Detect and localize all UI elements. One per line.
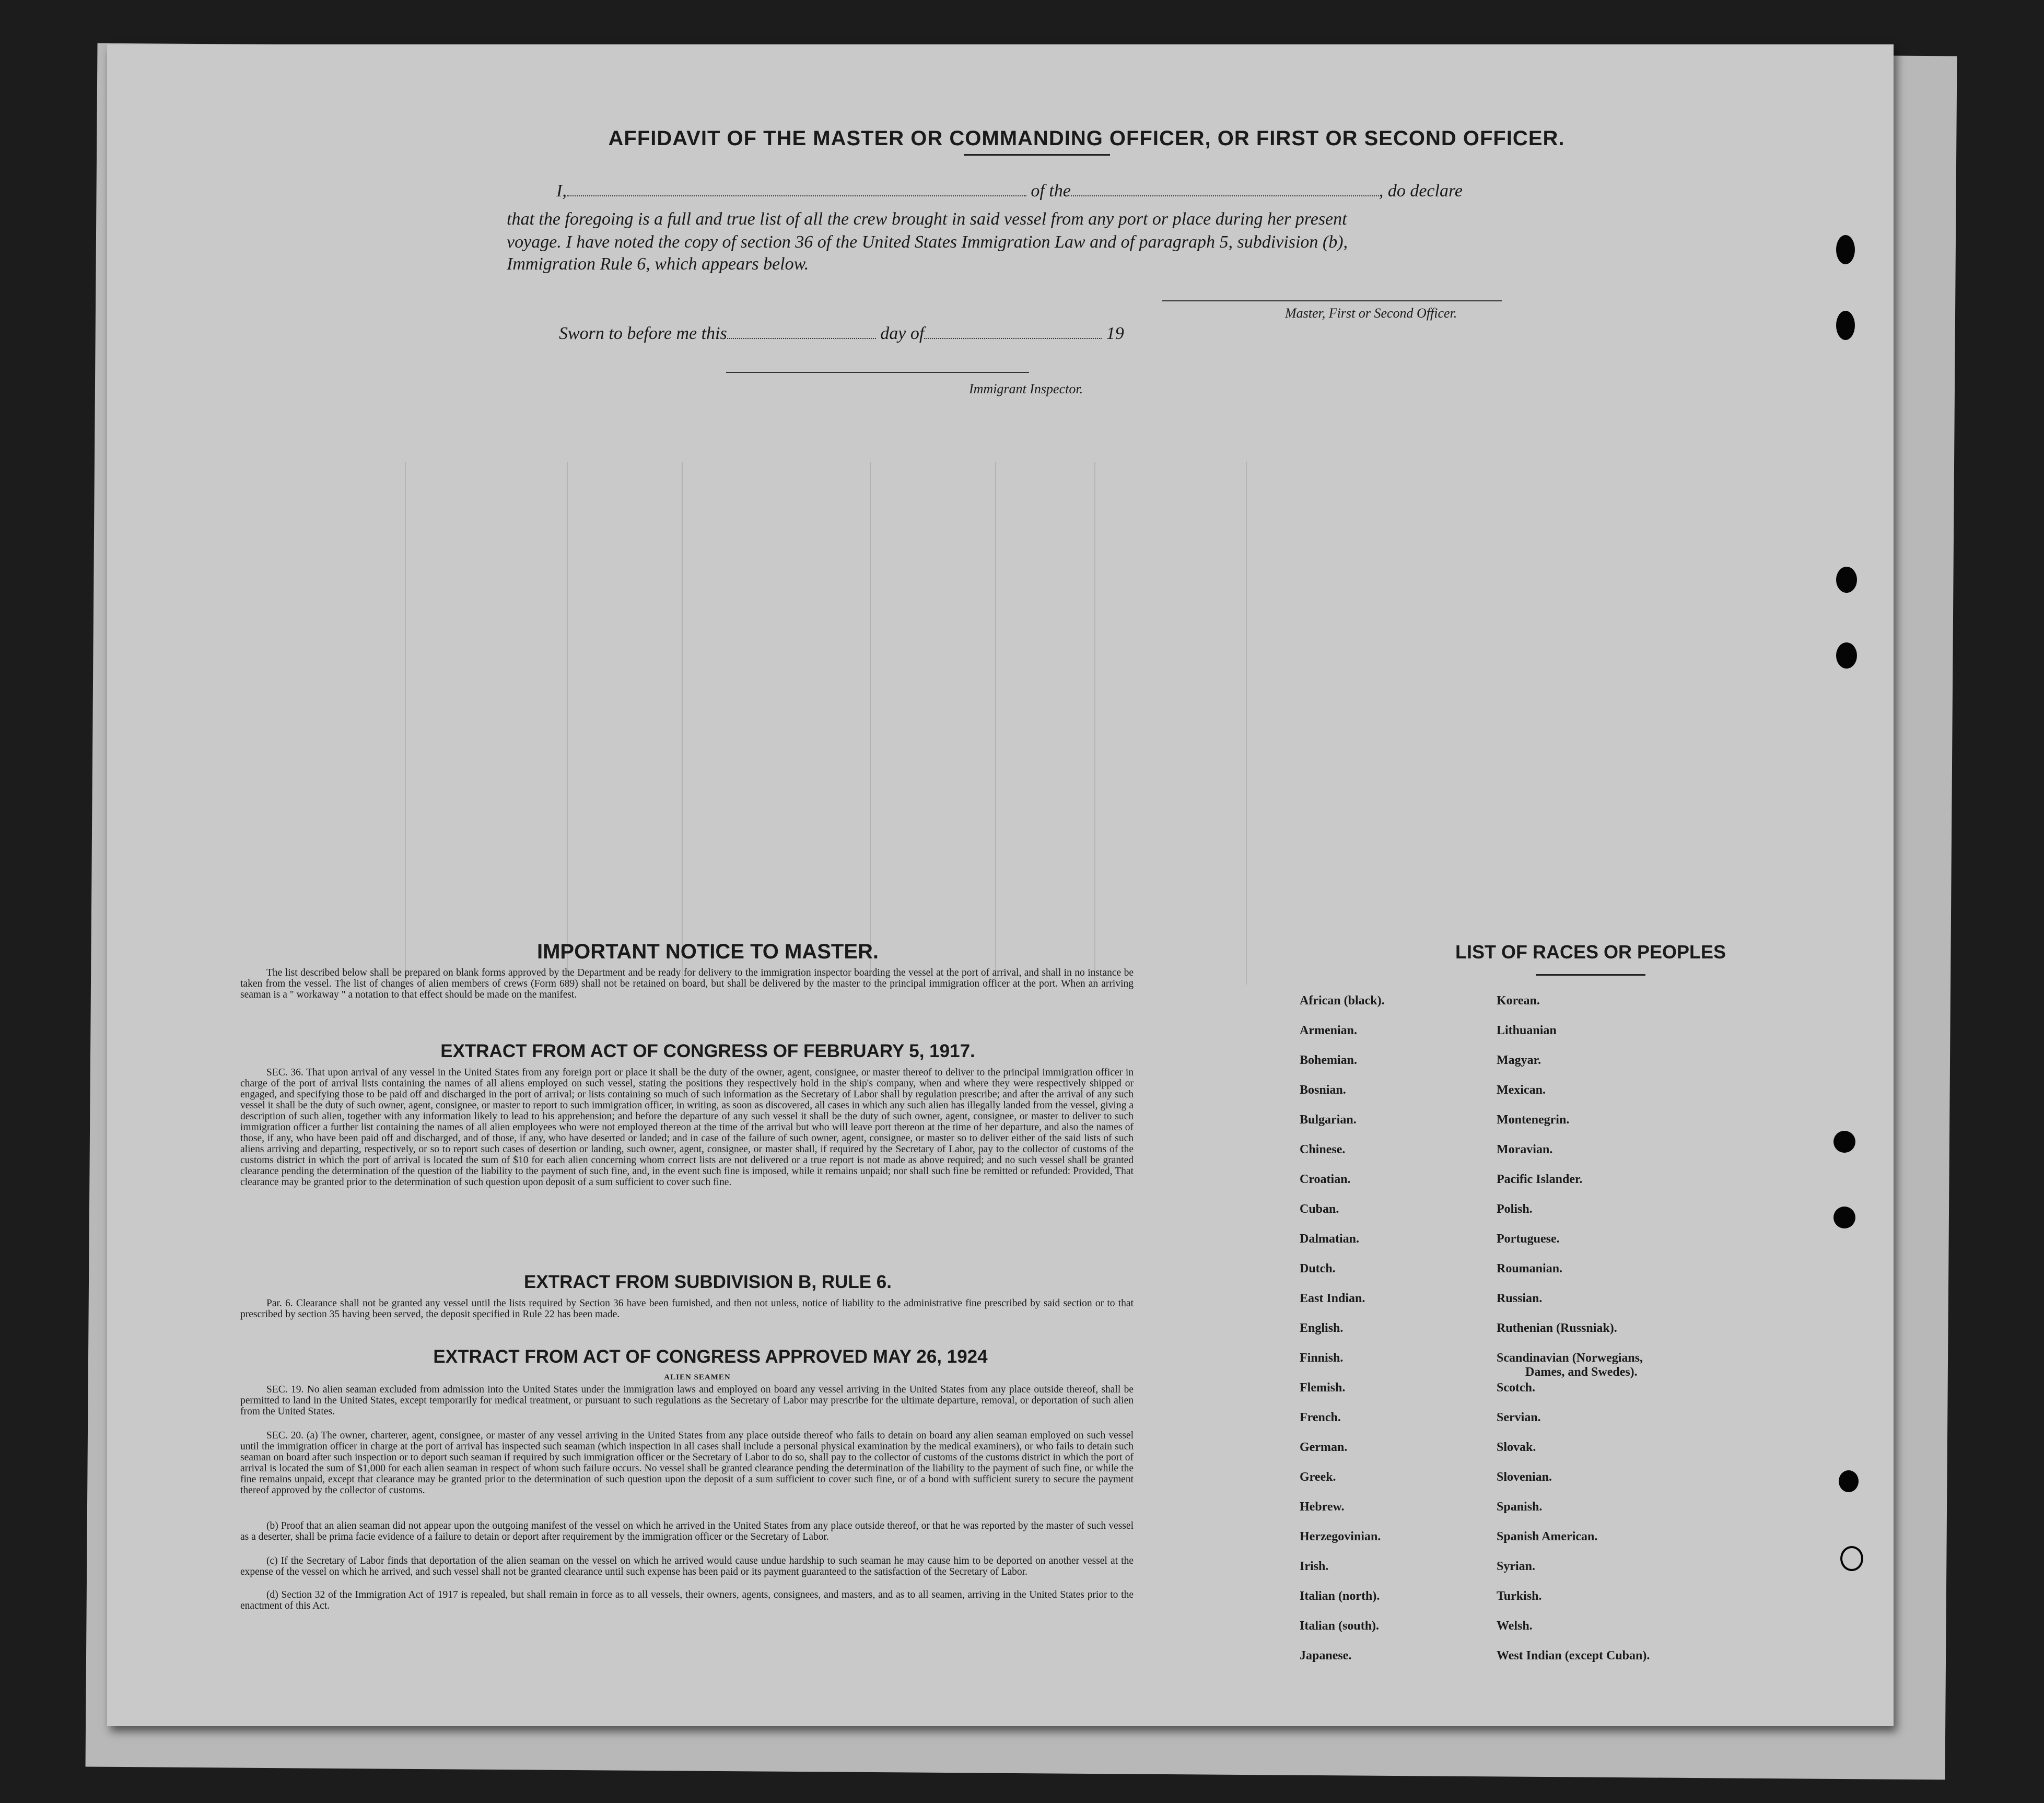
race-item: Dutch. [1300, 1262, 1336, 1275]
rule-6-text: Par. 6. Clearance shall not be granted any vessel until the lists required by Section 36 have been furnished, and then not unless, notice of liability to the administrative fine prescribed by said section or to that prescribed by section 35 having been served, the deposit specified in Rule 22 has been made. [240, 1298, 1134, 1320]
race-item: Bohemian. [1300, 1053, 1358, 1067]
race-item: Roumanian. [1497, 1262, 1563, 1275]
binder-hole [1836, 642, 1857, 669]
race-item: Magyar. [1497, 1053, 1541, 1067]
race-item: Servian. [1497, 1411, 1541, 1424]
race-item: Ruthenian (Russniak). [1497, 1321, 1617, 1335]
sworn-line [559, 324, 1124, 344]
race-item: Turkish. [1497, 1589, 1542, 1603]
race-item: Italian (south). [1300, 1619, 1380, 1633]
race-item: Hebrew. [1300, 1500, 1345, 1514]
race-item: Japanese. [1300, 1649, 1352, 1662]
race-item: Portuguese. [1497, 1232, 1560, 1246]
notice-title: IMPORTANT NOTICE TO MASTER. [536, 940, 879, 963]
name-blank [567, 195, 1026, 196]
binder-hole [1836, 311, 1855, 340]
master-signature-line [1162, 300, 1502, 301]
affidavit-i: I, [556, 181, 567, 201]
affidavit-line-4: Immigration Rule 6, which appears below. [507, 254, 809, 274]
bleed-through-rule [682, 462, 683, 985]
inspector-label: Immigrant Inspector. [969, 381, 1083, 396]
race-item: Scotch. [1497, 1381, 1535, 1395]
binder-hole [1840, 1546, 1863, 1571]
race-item: Slovak. [1497, 1441, 1536, 1454]
race-item: Dalmatian. [1300, 1232, 1359, 1246]
day-blank [727, 338, 876, 339]
race-item: Pacific Islander. [1497, 1173, 1583, 1186]
race-item: Cuban. [1300, 1202, 1339, 1216]
master-signature-label: Master, First or Second Officer. [1285, 306, 1457, 321]
alien-seamen-heading: ALIEN SEAMEN [664, 1373, 731, 1381]
race-item: Spanish. [1497, 1500, 1543, 1514]
race-item: Lithuanian [1497, 1024, 1557, 1037]
affidavit-title: AFFIDAVIT OF THE MASTER OR COMMANDING OFFICER, OR FIRST OR SECOND OFFICER. [608, 127, 1565, 150]
inspector-signature-line [726, 372, 1029, 373]
race-item: Armenian. [1300, 1024, 1357, 1037]
vessel-blank [1071, 195, 1379, 196]
month-blank [924, 338, 1102, 339]
race-item: African (black). [1300, 994, 1385, 1008]
race-item: German. [1300, 1441, 1348, 1454]
affidavit-of-the: of the [1031, 181, 1071, 201]
manifest-page [107, 44, 1894, 1726]
race-item: English. [1300, 1321, 1344, 1335]
race-item: Bulgarian. [1300, 1113, 1357, 1127]
sec-20c-text: (c) If the Secretary of Labor finds that deportation of the alien seaman on the vessel on which he arrived would cause undue hardship to such seaman he may cause him to be deported on another vessel at the expense of the vessel on which he arrived, and such vessel shall not be granted clearance until such expense has been paid or its payment guaranteed to the satisfaction of the Secretary of Labor. [240, 1555, 1134, 1577]
title-underline [964, 154, 1110, 156]
rule-6-title: EXTRACT FROM SUBDIVISION B, RULE 6. [524, 1272, 892, 1292]
race-item: Dames, and Swedes). [1525, 1365, 1638, 1379]
bleed-through-rule [405, 462, 406, 985]
extract-1917-text: SEC. 36. That upon arrival of any vessel in the United States from any foreign port or place it shall be the duty of the owner, agent, consignee, or master thereof to deliver to the principal immigration officer in charge of the port of arrival lists containing the names of all aliens employed on such vessel, stating the positions they respectively hold in the ship's company, when and where they were respectively shipped or engaged, and specifying those to be paid off and discharged in the port of arrival; or lists containing so much of such information as the Secretary of Labor shall by regulation prescribe; and after the arrival of any such vessel it shall be the duty of such owner, agent, consignee, or master to report to such immigration officer, in writing, as soon as discovered, all cases in which any such alien has illegally landed from the vessel, giving a description of such alien, together with any information likely to lead to his apprehension; and before the departure of any such vessel it shall be the duty of such owner, agent, consignee, or master to deliver to such immigration officer a further list containing the names of all alien employees who were not employed thereon at the time of the arrival but who will leave port thereon at the time of her departure, and also the names of those, if any, who have been paid off and discharged, and of those, if any, who have deserted or landed; and in case of the failure of such owner, agent, consignee, or master so to deliver either of the said lists of such aliens arriving and departing, respectively, or so to report such cases of desertion or landing, such owner, agent, consignee, or master shall, if required by the Secretary of Labor, pay to the collector of customs of the customs district in which the port of arrival is located the sum of $10 for each alien concerning whom correct lists are not delivered or a true report is not made as above required; and no such vessel shall be granted clearance pending the determination of the question of the liability to the payment of such fine, and, in the event such fine is imposed, while it remains unpaid; nor shall such fine be remitted or refunded: Provided, That clearance may be granted prior to the determination of such question upon deposit of a sum sufficient to cover such fine. [240, 1067, 1134, 1188]
binder-hole [1833, 1207, 1855, 1228]
sec-20b-text: (b) Proof that an alien seaman did not appear upon the outgoing manifest of the vessel on which he arrived in the United States from any place outside thereof, or that he was reported by the master of such vessel as a deserter, shall be prima facie evidence of a failure to detain or deport after requirement by the immigration officer or the Secretary of Labor. [240, 1520, 1134, 1542]
bleed-through-rule [567, 462, 568, 985]
race-item: Welsh. [1497, 1619, 1533, 1633]
year-prefix: 19 [1106, 324, 1124, 343]
race-item: Croatian. [1300, 1173, 1351, 1186]
race-item: Irish. [1300, 1560, 1329, 1573]
race-item: Chinese. [1300, 1143, 1346, 1156]
race-item: Bosnian. [1300, 1083, 1346, 1097]
day-of-text: day of [880, 324, 925, 343]
race-item: Montenegrin. [1497, 1113, 1570, 1127]
bleed-through-rule [1094, 462, 1095, 985]
races-title-underline [1536, 974, 1645, 976]
race-item: Spanish American. [1497, 1530, 1598, 1543]
race-item: Flemish. [1300, 1381, 1346, 1395]
affidavit-line-3: voyage. I have noted the copy of section 36 of the United States Immigration Law and of paragraph 5, subdivision (b), [507, 232, 1348, 252]
bleed-through-rule [995, 462, 996, 985]
bleed-through-rule [1246, 462, 1247, 985]
binder-hole [1839, 1470, 1859, 1492]
notice-text: The list described below shall be prepared on blank forms approved by the Department and be ready for delivery to the immigration inspector boarding the vessel at the port of arrival, and shall in no instance be taken from the vessel. The list of changes of alien members of crews (Form 689) shall not be retained on board, but shall be delivered by the master to the principal immigration officer at the port. When an arriving seaman is a " workaway " a notation to that effect should be made on the manifest. [240, 967, 1134, 1000]
race-item: Greek. [1300, 1470, 1336, 1484]
race-item: Scandinavian (Norwegians, [1497, 1351, 1643, 1365]
race-item: Polish. [1497, 1202, 1533, 1216]
affidavit-line-1: I, of the , do declare [556, 181, 1463, 201]
sec-20a-text: SEC. 20. (a) The owner, charterer, agent, consignee, or master of any vessel arriving in the United States from any place outside thereof who fails to detain on board any alien seaman employed on such vessel until the immigration officer in charge at the port of arrival has inspected such seaman (which inspection in all cases shall include a personal physical examination by the medical examiners), or who fails to detain such seaman on board after such inspection or to deport such seaman if required by such immigration officer or the Secretary of Labor to do so, shall pay to the collector of customs of the customs district in which the port of arrival is located the sum of $1,000 for each alien seaman in respect of whom such failure occurs. No vessel shall be granted clearance pending the determination of the liability to the payment of such fine, or while the fine remains unpaid, except that clearance may be granted prior to the determination of such question upon the deposit of a sum sufficient to cover such fine, or of a bond with sufficient surety to secure the payment thereof approved by the collector of customs. [240, 1430, 1134, 1496]
binder-hole [1836, 235, 1855, 264]
affidavit-line-2: that the foregoing is a full and true list of all the crew brought in said vessel from any port or place during her present [507, 209, 1347, 229]
race-item: Slovenian. [1497, 1470, 1552, 1484]
extract-1917-title: EXTRACT FROM ACT OF CONGRESS OF FEBRUARY 5, 1917. [440, 1041, 975, 1061]
race-item: Herzegovinian. [1300, 1530, 1381, 1543]
extract-1924-title: EXTRACT FROM ACT OF CONGRESS APPROVED MAY 26, 1924 [433, 1347, 988, 1367]
race-item: Korean. [1497, 994, 1540, 1008]
race-item: Moravian. [1497, 1143, 1553, 1156]
sec-20d-text: (d) Section 32 of the Immigration Act of 1917 is repealed, but shall remain in force as to all vessels, their owners, agents, consignees, and masters, and as to all seamen, arriving in the United States prior to the enactment of this Act. [240, 1589, 1134, 1611]
bleed-through-rule [870, 462, 871, 985]
races-title: LIST OF RACES OR PEOPLES [1455, 941, 1726, 963]
race-item: East Indian. [1300, 1292, 1365, 1305]
race-item: French. [1300, 1411, 1341, 1424]
race-item: West Indian (except Cuban). [1497, 1649, 1650, 1662]
affidavit-declare: do declare [1387, 181, 1463, 201]
sec-19-text: SEC. 19. No alien seaman excluded from admission into the United States under the immigration laws and employed on board any vessel arriving in the United States from any place outside thereof, shall be permitted to land in the United States, except temporarily for medical treatment, or pursuant to such regulations as the Secretary of Labor may prescribe for the ultimate departure, removal, or deportation of such alien from the United States. [240, 1384, 1134, 1417]
race-item: Italian (north). [1300, 1589, 1380, 1603]
race-item: Finnish. [1300, 1351, 1344, 1365]
binder-hole [1836, 567, 1857, 593]
race-item: Mexican. [1497, 1083, 1546, 1097]
sworn-text: Sworn to before me this [559, 324, 727, 343]
race-item: Russian. [1497, 1292, 1543, 1305]
race-item: Syrian. [1497, 1560, 1536, 1573]
binder-hole [1833, 1131, 1855, 1153]
